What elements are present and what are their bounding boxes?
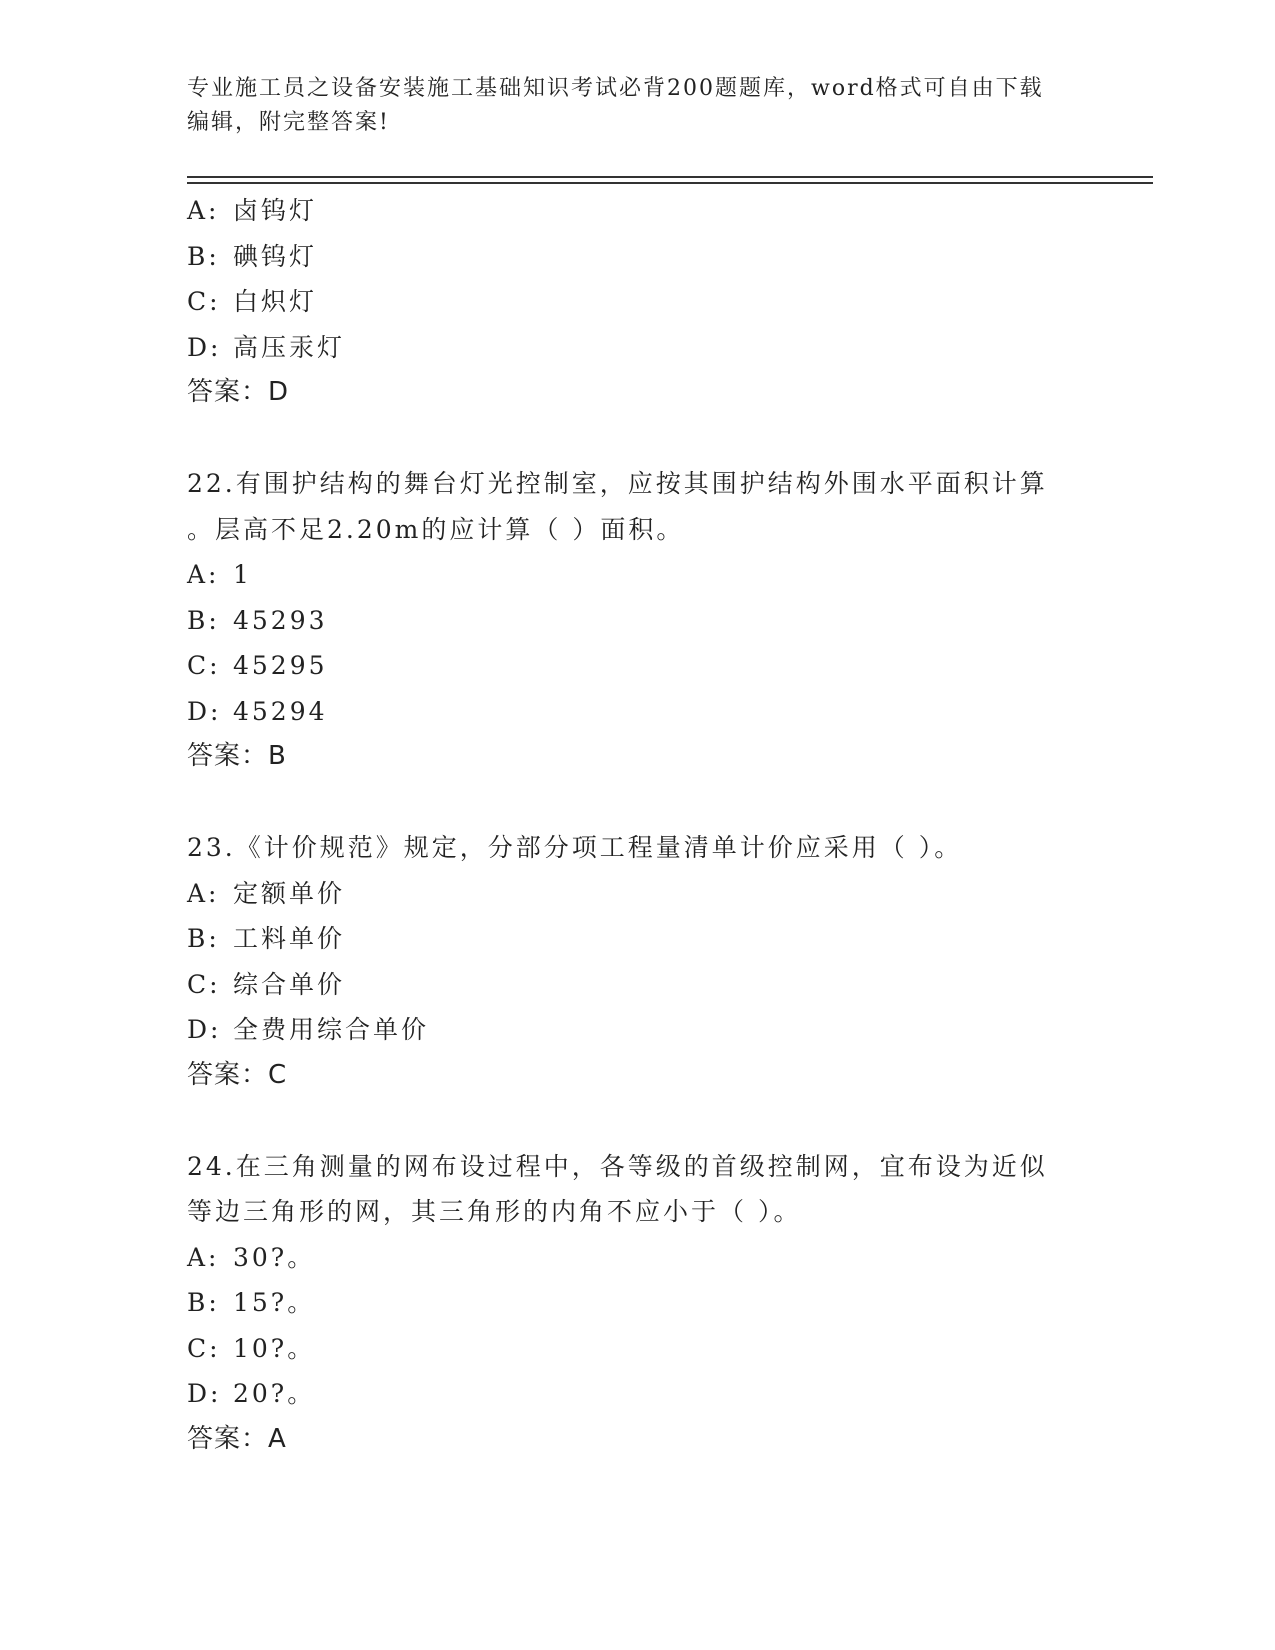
option-key: D: [187,1015,222,1044]
spacer [187,780,1087,826]
option-key: C: [187,287,221,316]
option-text: 全费用综合单价 [233,1015,430,1044]
option-b [187,234,1087,280]
question-text [187,825,1067,871]
question-21-tail [187,188,1087,416]
option-text: 30?。 [233,1242,316,1272]
option-c [187,643,1087,689]
header-divider-top [187,176,1153,178]
option-key: B: [187,924,220,953]
spacer [187,1098,1087,1144]
option-d [187,325,1087,371]
spacer [187,416,1087,462]
question-text-line-1: 24.在三角测量的网布设过程中，各等级的首级控制网，宜布设为近似 [187,1151,1048,1181]
question-list [187,188,1087,1462]
option-text: 45294 [233,696,328,726]
option-text: 综合单价 [233,969,346,999]
question-24 [187,1144,1087,1463]
option-d [187,689,1087,735]
option-b [187,1280,1087,1326]
option-key: B: [187,605,220,635]
option-key: C: [187,969,221,999]
question-text-line-1: 23.《计价规范》规定，分部分项工程量清单计价应采用（ ）。 [187,833,963,862]
option-text: 1 [233,560,252,589]
option-b [187,598,1087,644]
option-key: B: [187,241,220,271]
option-a [187,1235,1087,1281]
option-c [187,279,1087,325]
header-divider-bottom [187,182,1153,184]
option-key: B: [187,1288,220,1317]
option-b [187,916,1087,962]
option-a [187,552,1087,598]
option-key: D: [187,1379,222,1408]
question-22 [187,461,1087,780]
answer-line: 答案：A [187,1423,287,1454]
question-text-line-2: 等边三角形的网，其三角形的内角不应小于（ ）。 [187,1197,802,1226]
option-key: A: [187,560,220,589]
option-text: 碘钨灯 [233,241,318,271]
option-d [187,1007,1087,1053]
option-text: 卤钨灯 [233,196,318,225]
answer-line: 答案：B [187,741,287,771]
option-c [187,962,1087,1008]
option-text: 白炽灯 [233,287,318,316]
answer-line: 答案：D [187,377,290,407]
option-key: A: [187,1242,220,1272]
option-key: A: [187,878,220,908]
option-text: 10?。 [233,1333,316,1363]
question-23 [187,825,1087,1098]
option-text: 高压汞灯 [233,332,346,362]
option-key: C: [187,1333,221,1363]
option-a [187,871,1087,917]
answer-line: 答案：C [187,1059,288,1090]
header-title-line-2: 编辑，附完整答案! [187,110,390,135]
option-text: 工料单价 [233,924,346,953]
option-c [187,1326,1087,1372]
option-a [187,188,1087,234]
option-text: 45293 [233,605,328,635]
document-header [187,72,1067,140]
question-text [187,461,1067,552]
option-key: A: [187,196,220,225]
question-text-line-1: 22.有围护结构的舞台灯光控制室，应按其围护结构外围水平面积计算 [187,469,1048,498]
option-text: 定额单价 [233,878,346,908]
header-title-line-1: 专业施工员之设备安装施工基础知识考试必背200题题库，word格式可自由下载 [187,76,1044,101]
option-key: D: [187,332,222,362]
question-text-line-2: 。层高不足2.20m的应计算（ ）面积。 [187,514,685,544]
option-key: C: [187,651,221,680]
option-key: D: [187,696,222,726]
question-text [187,1144,1067,1235]
option-text: 15?。 [233,1288,316,1317]
option-d [187,1371,1087,1417]
option-text: 20?。 [233,1379,316,1408]
option-text: 45295 [233,651,328,680]
